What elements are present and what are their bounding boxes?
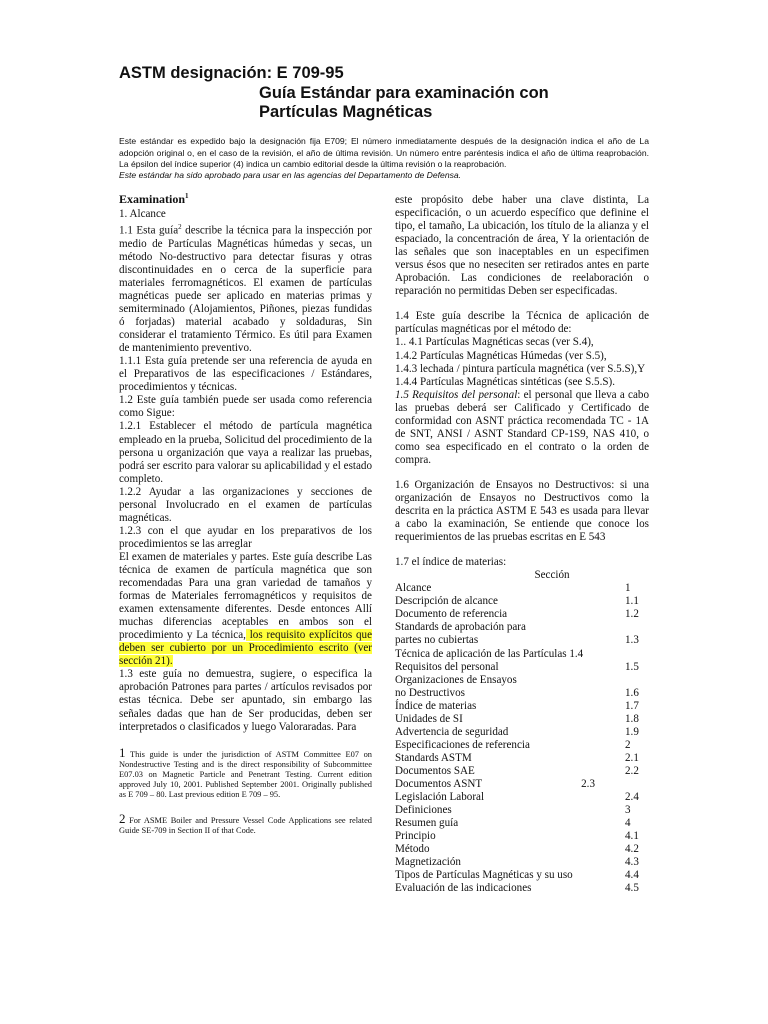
toc-section-number — [625, 648, 649, 661]
toc-section-number: 1.2 — [625, 608, 639, 621]
toc-title: Especificaciones de referencia — [395, 738, 530, 751]
toc-title: no Destructivos — [395, 686, 465, 699]
toc-title: Principio — [395, 830, 436, 843]
toc-section-number: 4.3 — [625, 856, 639, 869]
toc-title: Descripción de alcance — [395, 595, 498, 608]
toc-section-number: 1.5 — [625, 660, 639, 673]
toc-title: Método — [395, 843, 430, 856]
paragraph-1-6: 1.6 Organización de Ensayos no Destructivos: si una organización de Ensayos no Destructivos como la descrita en la práctica ASTM E 543 es usada para llevar a cabo la examinación, Se entiende que conoce los requerimientos de las pruebas escritas en E 543 — [395, 478, 649, 544]
toc-row — [395, 687, 649, 700]
toc-title: Documentos SAE — [395, 764, 475, 777]
highlighted-text: los requisito explícitos que deben ser cubierto por un Procedimiento escrito (ver sección 21). — [119, 629, 373, 668]
toc-section-number: 1.6 — [625, 686, 639, 699]
toc-section-number: 2.4 — [625, 791, 639, 804]
toc-row — [395, 804, 649, 817]
toc-row — [395, 739, 649, 752]
toc-row — [395, 634, 649, 647]
paragraph-1-4-1: 1.. 4.1 Partículas Magnéticas secas (ver S.4), — [395, 336, 594, 349]
toc-title: Definiciones — [395, 804, 452, 817]
paragraph-1-2-3-body: El examen de materiales y partes. Este guía describe Las técnica de examen de partícula magnética que son recomendadas Para una gran variedad de tamaños y formas de Materiales ferromagnéticos y requisitos de examen extensamente diferentes. Desde entonces Allí muchas diferencias aceptables en ambos son el procedimiento y La técnica, los requisito explícitos que deben ser cubierto por un Procedimiento escrito (ver sección 21). — [119, 550, 373, 668]
toc-row — [395, 856, 649, 869]
toc-section-number: 4.2 — [625, 843, 639, 856]
right-column — [395, 194, 649, 895]
toc-row — [395, 582, 649, 595]
toc-title: partes no cubiertas — [395, 634, 479, 647]
table-of-contents — [395, 582, 649, 895]
document-title: Guía Estándar para examinación con Partículas Magnéticas — [259, 84, 549, 121]
toc-section-number: 4.5 — [625, 882, 639, 895]
paragraph-1-4-3: 1.4.3 lechada / pintura partícula magnética (ver S.5.S),Y — [395, 362, 646, 375]
toc-section-number: 1 — [625, 582, 631, 595]
left-column — [119, 188, 372, 836]
toc-title: Magnetización — [395, 856, 461, 869]
paragraph-1-4-4: 1.4.4 Partículas Magnéticas sintéticas (see S.5.S). — [395, 375, 615, 388]
toc-section-number: 2.1 — [625, 751, 639, 764]
toc-title: Tipos de Partículas Magnéticas y su uso — [395, 869, 573, 882]
toc-section-number: 4.1 — [625, 830, 639, 843]
toc-row — [395, 791, 649, 804]
toc-row — [395, 713, 649, 726]
toc-section-number — [625, 674, 649, 687]
toc-section-number: 1.3 — [625, 634, 639, 647]
toc-row — [395, 700, 649, 713]
toc-title: Documento de referencia — [395, 608, 508, 621]
toc-title: Unidades de SI — [395, 712, 463, 725]
toc-section-number: 4 — [625, 817, 631, 830]
toc-row — [395, 661, 649, 674]
toc-title: Standards de aprobación para — [395, 621, 526, 634]
toc-row — [395, 869, 649, 882]
toc-section-number: 4.4 — [625, 869, 639, 882]
toc-title: Organizaciones de Ensayos — [395, 673, 517, 686]
paragraph-1-2: 1.2 Este guía también puede ser usada como referencia como Sigue: — [119, 394, 372, 420]
document-code-title: ASTM designación: E 709-95 — [119, 64, 344, 82]
paragraph-1-2-3: 1.2.3 con el que ayudar en los preparativos de los procedimientos se las arreglar — [119, 524, 372, 550]
toc-section-number: 2.2 — [625, 764, 639, 777]
toc-row — [395, 621, 649, 634]
toc-section-number: 3 — [625, 804, 631, 817]
toc-row — [395, 765, 649, 778]
toc-title: Requisitos del personal — [395, 660, 499, 673]
toc-section-number: 1.1 — [625, 595, 639, 608]
toc-row — [395, 674, 649, 687]
toc-title: Resumen guía — [395, 817, 459, 830]
toc-section-number: 2 — [625, 738, 631, 751]
toc-row — [395, 778, 649, 791]
paragraph-1-1: 1.1 Esta guía$^2$ describe la técnica para la inspección por medio de Partículas Magnéticas húmedas y secas, un método No-destructivo para detectar fisuras y otras discontinuidades en o cerca de la superficie para materiales ferromagnéticos. El examen de partículas magnéticas puede ser aplicado en materias primas y semiterminado (Alojamientos, Piñones, piezas fundidas ó forjadas) material acabado y soldaduras, Sin considerar el tratamiento Térmico. Es útil para Examen de mantenimiento preventivo. — [119, 223, 372, 355]
toc-row — [395, 843, 649, 856]
toc-title: Documentos ASNT — [395, 777, 483, 790]
section-alcance: 1. Alcance — [119, 208, 166, 221]
section-heading: Examination$^1$ — [119, 192, 189, 206]
toc-row — [395, 817, 649, 830]
toc-title: Índice de materias — [395, 699, 477, 712]
paragraph-continued: este propósito debe haber una clave distinta, La especificación, o un acuerdo específico que definine el tipo, el tamaño, La ubicación, los título de la alianza y el espaciado, la concentración de área, Y la orientación de las señales que son inaceptables en un especifimen versus ésos que no neseciten ser retirados antes en parte Aprobación. Las condiciones de reelaboración o reparación no permitidas Deben ser especificadas. — [395, 194, 649, 298]
toc-title: Legislación Laboral — [395, 791, 485, 804]
toc-title: Evaluación de las indicaciones — [395, 882, 532, 895]
toc-title: Alcance — [395, 582, 432, 595]
toc-title: Técnica de aplicación de las Partículas 1.4 — [395, 647, 584, 660]
footnote-2: 2 For ASME Boiler and Pressure Vessel Code Applications see related Guide SE-709 in Section II of that Code. — [119, 810, 372, 835]
toc-header: Sección — [534, 569, 570, 582]
toc-title: Advertencia de seguridad — [395, 725, 509, 738]
toc-section-number: 1.8 — [625, 712, 639, 725]
toc-row — [395, 608, 649, 621]
paragraph-1-2-2: 1.2.2 Ayudar a las organizaciones y secciones de personal Involucrado en el examen de partículas magnéticas. — [119, 485, 372, 524]
paragraph-1-4: 1.4 Este guía describe la Técnica de aplicación de partículas magnéticas por el método de: — [395, 310, 649, 336]
toc-title: Standards ASTM — [395, 751, 472, 764]
toc-row — [395, 726, 649, 739]
toc-row — [395, 830, 649, 843]
toc-row — [395, 752, 649, 765]
toc-section-number: 1.9 — [625, 725, 639, 738]
toc-section-number: 2.3 — [581, 777, 595, 790]
paragraph-1-1-1: 1.1.1 Esta guía pretende ser una referencia de ayuda en el Preparativos de las especificaciones / Estándares, procedimientos y técnicas. — [119, 355, 372, 394]
footnote-1: 1 This guide is under the jurisdiction of ASTM Committee E07 on Nondestructive Testing and is the direct responsibility of Subcommittee E07.03 on Magnetic Particle and Penetrant Testing. Current edition approved July 10, 2001. Published September 2001. Originally published as E 709 – 80. Last previous edition E 709 – 95. — [119, 744, 372, 799]
toc-section-number: 1.7 — [625, 699, 639, 712]
toc-row — [395, 595, 649, 608]
toc-row — [395, 648, 649, 661]
paragraph-1-2-1: 1.2.1 Establecer el método de partícula magnética empleado en la prueba, Solicitud del procedimiento de la persona u organización que vaya a realizar las pruebas, podrá ser escrito para valorar su aplicabilidad y el estado completo. — [119, 420, 372, 485]
intro-paragraph: Este estándar es expedido bajo la designación fija E709; El número inmediatamente después de la designación indica el año de La adopción original o, en el caso de la revisión, el año de última revisión. Un número entre paréntesis indica el año de última reaprobación. La épsilon del índice superior (4) indica un cambio editorial desde la última revisión o la reaprobación. — [119, 136, 649, 169]
intro-note: Este estándar ha sido aprobado para usar en las agencias del Departamento de Defensa. — [119, 170, 462, 180]
toc-row — [395, 882, 649, 895]
paragraph-1-7: 1.7 el índice de materias: — [395, 556, 507, 569]
paragraph-1-4-2: 1.4.2 Partículas Magnéticas Húmedas (ver S.5), — [395, 349, 607, 362]
paragraph-1-3: 1.3 este guía no demuestra, sugiere, o especifica la aprobación Patrones para partes / artículos revisados por estas técnica. Debe ser apuntado, sin embargo las señales dadas que han de Ser producidas, deben ser interpretados o clasificados y luego Valoraradas. Para — [119, 668, 372, 733]
paragraph-1-5: 1.5 Requisitos del personal: el personal que lleva a cabo las pruebas deberá ser Calificado y Certificado de conformidad con ASNT práctica recomendada TC - 1A de SNT, ANSI / ASNT Standard CP-1S9, NAS 410, o como sea especificado en el contrato o la orden de compra. — [395, 388, 649, 466]
toc-section-number — [625, 621, 649, 634]
